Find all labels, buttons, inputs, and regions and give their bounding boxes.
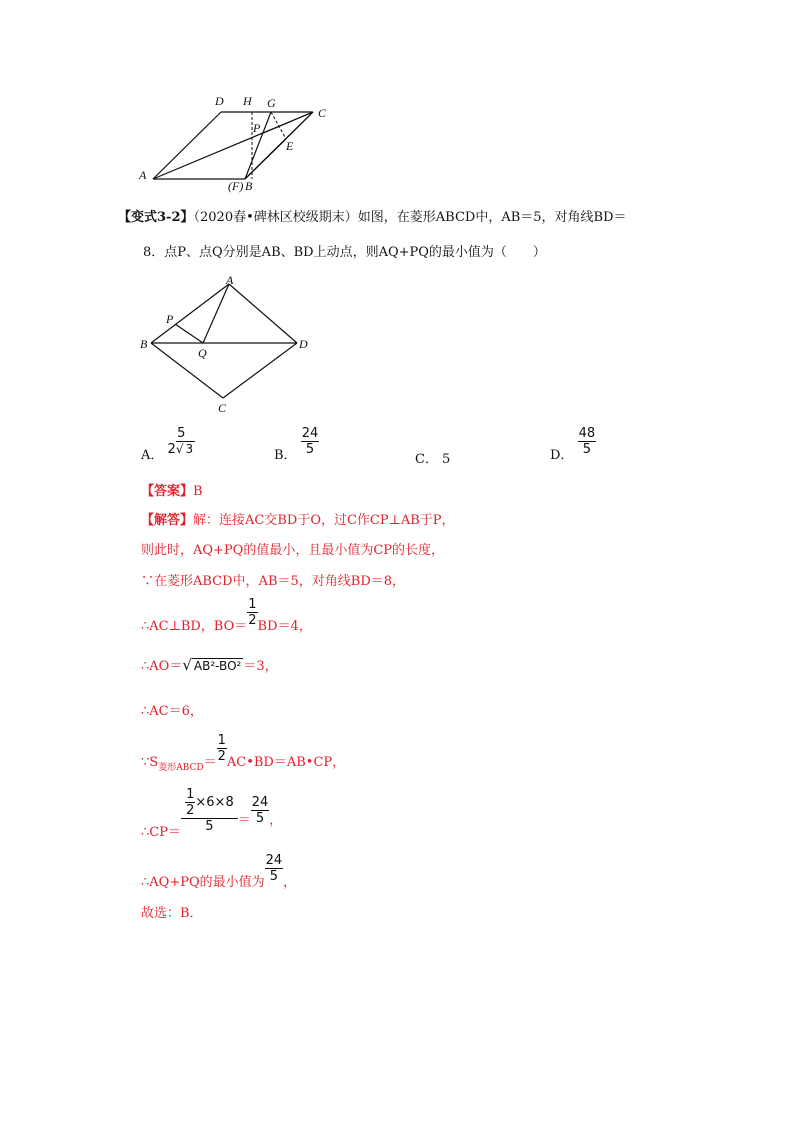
problem-line-2 [143, 243, 546, 263]
option-a-den-radicand: 3 [185, 442, 194, 456]
figure2-label-q: Q [198, 346, 207, 360]
answer-line [141, 480, 203, 499]
solution-text-10: 故选：B． [141, 906, 203, 921]
figure1-label-a: A [139, 168, 147, 182]
solution-8-inner-rest: ×6×8 [195, 795, 234, 810]
solution-text-5-pre: ∴AO＝ [141, 659, 183, 674]
figure-parallelogram [135, 92, 335, 197]
solution-9-numerator: 24 [265, 853, 283, 868]
figure1-label-c: C [318, 106, 327, 120]
solution-4-denominator: 2 [248, 613, 257, 628]
problem-text-1: 如图，在菱形ABCD中，AB＝5，对角线BD＝ [357, 210, 627, 225]
figure1-label-e: E [286, 139, 294, 153]
option-b-fraction [301, 426, 320, 457]
solution-text-9-pre: ∴AQ+PQ的最小值为 [141, 875, 265, 890]
solution-8-big-numerator [181, 787, 238, 819]
figure2-label-b: B [140, 337, 148, 351]
option-d[interactable] [550, 426, 596, 466]
solution-4-numerator: 1 [248, 597, 257, 612]
solution-label: 【解答】 [141, 513, 194, 528]
option-d-numerator: 48 [578, 426, 596, 441]
solution-4-fraction [247, 597, 257, 628]
option-a-den-coef: 2 [167, 442, 176, 457]
solution-text-9-post: ， [283, 875, 297, 890]
figure2-label-p: P [166, 312, 174, 326]
solution-text-7-pre: ∵S [141, 755, 159, 770]
solution-line-8 [141, 787, 282, 840]
figure-rhombus [135, 272, 320, 417]
figure1-label-b: B [245, 179, 253, 193]
solution-text-7-post: AC•BD＝AB•CP， [226, 755, 346, 770]
option-c-value: 5 [441, 452, 451, 467]
solution-text-6: ∴AC＝6， [141, 704, 203, 719]
solution-line-1 [141, 509, 455, 528]
option-b-denominator: 5 [305, 442, 315, 457]
problem-tag: 【变式3-2】 [118, 210, 194, 225]
solution-text-8-post: ， [269, 813, 283, 828]
solution-text-2: 则此时，AQ+PQ的值最小，且最小值为CP的长度， [141, 543, 445, 558]
figure2-label-a: A [226, 273, 234, 287]
option-d-denominator: 5 [582, 442, 591, 457]
option-a-fraction [168, 426, 196, 457]
figure1-label-h: H [243, 94, 252, 108]
option-d-letter: D． [550, 448, 574, 463]
figure1-label-g: G [267, 96, 276, 110]
option-c-letter: C． [415, 452, 438, 467]
solution-text-3: ∵在菱形ABCD中，AB＝5，对角线BD＝8， [141, 574, 406, 589]
solution-5-sqrt: √ AB²-BO² [182, 656, 242, 674]
answer-label: 【答案】 [141, 484, 194, 499]
solution-7-numerator: 1 [217, 733, 226, 748]
option-d-fraction [578, 426, 597, 457]
figure1-label-f: (F) [228, 179, 244, 193]
problem-line-1 [118, 208, 627, 228]
solution-8-inner-fraction [185, 787, 195, 818]
solution-7-fraction [217, 733, 227, 764]
solution-line-3 [141, 570, 405, 589]
figure2-label-c: C [218, 401, 227, 415]
solution-line-10 [141, 902, 203, 921]
solution-line-7 [141, 733, 345, 773]
option-a-letter: A． [141, 448, 164, 463]
solution-text-1: 解：连接AC交BD于O，过C作CP⊥AB于P， [193, 513, 455, 528]
answer-value: B [193, 484, 203, 499]
problem-text-2: 8．点P、点Q分别是AB、BD上动点，则AQ+PQ的最小值为（ ） [143, 245, 546, 260]
solution-line-2 [141, 539, 444, 558]
solution-5-radicand: AB²-BO² [193, 659, 242, 673]
solution-8-result-denominator: 5 [255, 811, 265, 826]
problem-source: （2020春•碑林区校级期末） [193, 210, 358, 225]
solution-text-8-pre: ∴CP＝ [141, 825, 181, 840]
option-a-denominator [168, 442, 196, 457]
solution-line-4 [141, 597, 312, 634]
solution-text-4-pre: ∴AC⊥BD，BO＝ [141, 619, 248, 634]
figure1-label-p: P [253, 121, 261, 135]
solution-8-eq: ＝ [237, 813, 251, 828]
option-b[interactable] [274, 426, 319, 466]
option-c[interactable] [415, 450, 450, 470]
solution-7-denominator: 2 [217, 749, 226, 764]
figure2-label-d: D [299, 337, 308, 351]
option-a[interactable] [141, 426, 195, 466]
option-a-numerator: 5 [177, 426, 186, 441]
solution-line-9 [141, 853, 296, 890]
option-b-letter: B． [274, 448, 297, 463]
sqrt-symbol: √ 3 [175, 442, 194, 456]
solution-7-eq: ＝ [203, 755, 217, 770]
option-b-numerator: 24 [301, 426, 319, 441]
solution-8-result-fraction [251, 795, 270, 826]
solution-text-4-post: BD＝4， [257, 619, 312, 634]
solution-9-denominator: 5 [269, 869, 279, 884]
solution-9-fraction [265, 853, 284, 884]
solution-8-result-numerator: 24 [251, 795, 269, 810]
solution-8-inner-denominator: 2 [186, 803, 195, 818]
solution-8-big-fraction [181, 787, 238, 834]
solution-line-6 [141, 700, 203, 719]
figure1-label-d: D [215, 94, 224, 108]
solution-8-inner-numerator: 1 [186, 787, 195, 802]
solution-line-5 [141, 655, 278, 674]
solution-8-big-denominator: 5 [205, 819, 214, 834]
solution-text-5-post: ＝3， [243, 659, 278, 674]
solution-7-subscript: 菱形ABCD [158, 763, 204, 773]
